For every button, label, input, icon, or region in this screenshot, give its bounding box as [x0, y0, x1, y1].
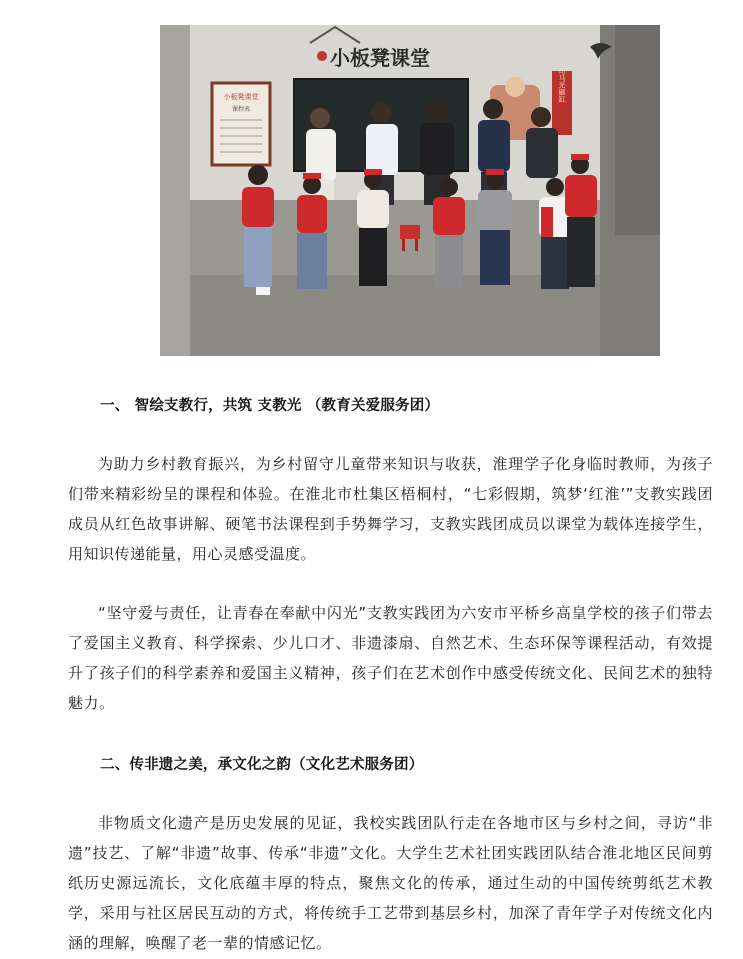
poster-title: 小板凳课堂 — [223, 93, 259, 101]
group-photo-illustration — [160, 25, 660, 356]
section1-heading: 一、 智绘支教行，共筑 支教光 （教育关爱服务团） — [100, 398, 440, 414]
section1-paragraph-1: 为助力乡村教育振兴，为乡村留守儿童带来知识与收获，淮理学子化身临时教师，为孩子们带来精彩纷呈的课程和体验。在淮北市杜集区梧桐村，“七彩假期，筑梦‘红淮’”支教实践团成员从红色故事讲解、硬笔书法课程到手势舞学习，支教实践团成员以课堂为载体连接学生，用知识传递能量，用心灵感受温度。 — [68, 455, 713, 563]
section2-heading: 二、传非遗之美，承文化之韵（文化艺术服务团） — [100, 757, 424, 773]
group-photo — [160, 25, 660, 356]
side-sign-text: 司马光砸缸 — [558, 67, 566, 103]
section1-paragraph-2: “坚守爱与责任，让青春在奉献中闪光”支教实践团为六安市平桥乡高皇学校的孩子们带去了爱国主义教育、科学探索、少儿口才、非遗漆扇、自然艺术、生态环保等课程活动，有效提升了孩子们的科学素养和爱国主义精神，孩子们在艺术创作中感受传统文化、民间艺术的独特魅力。 — [68, 604, 713, 712]
banner-text: 小板凳课堂 — [330, 46, 430, 70]
section2-paragraph-1: 非物质文化遗产是历史发展的见证，我校实践团队行走在各地市区与乡村之间，寻访“非遗”技艺、了解“非遗”故事、传承“非遗”文化。大学生艺术社团实践团队结合淮北地区民间剪纸历史源远流长，文化底蕴丰厚的特点，聚焦文化的传承，通过生动的中国传统剪纸艺术教学，采用与社区居民互动的方式，将传统手工艺带到基层乡村，加深了青年学子对传统文化内涵的理解，唤醒了老一辈的情感记忆。 — [68, 814, 713, 952]
poster-subtitle: 课程表 — [231, 106, 251, 113]
